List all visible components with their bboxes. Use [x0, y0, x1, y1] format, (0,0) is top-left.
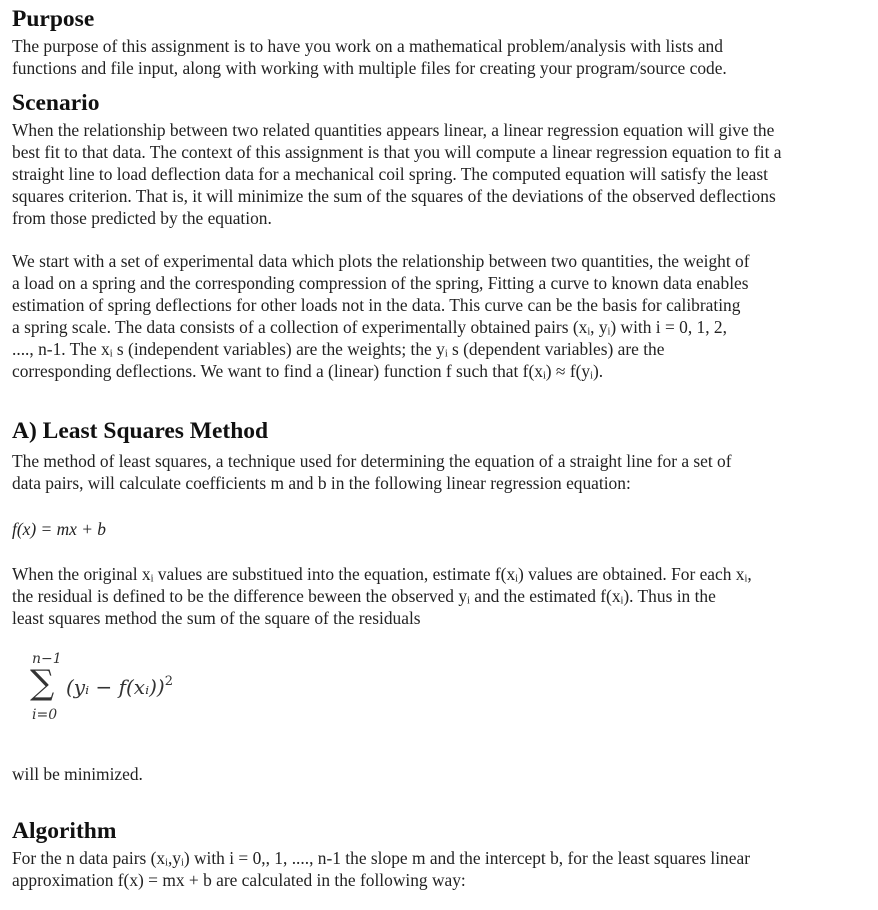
least-squares-line: The method of least squares, a technique used for determining the equation of a straight line for a set of	[12, 451, 732, 471]
scenario-line: When the relationship between two related quantities appears linear, a linear regression equation will give the	[12, 120, 775, 140]
algorithm-heading: Algorithm	[12, 818, 117, 844]
scenario-heading: Scenario	[12, 90, 100, 116]
scenario-line: We start with a set of experimental data which plots the relationship between two quantities, the weight of	[12, 251, 750, 271]
scenario-line: ...., n-1. The xᵢ s (independent variables) are the weights; the yᵢ s (dependent variables) are the	[12, 339, 665, 359]
summation-formula	[30, 651, 230, 731]
equation-text: f(x) = mx + b	[12, 519, 106, 539]
scenario-line: from those predicted by the equation.	[12, 208, 272, 228]
scenario-paragraph-2	[12, 250, 872, 382]
sum-body	[66, 675, 173, 699]
purpose-line: functions and file input, along with working with multiple files for creating your program/source code.	[12, 58, 727, 78]
minimized-line	[12, 763, 872, 785]
scenario-line: estimation of spring deflections for other loads not in the data. This curve can be the basis for calibrating	[12, 295, 741, 315]
least-squares-paragraph-2	[12, 563, 872, 629]
least-squares-line: the residual is defined to be the difference beween the observed yᵢ and the estimated f(xᵢ). Thus in the	[12, 586, 716, 606]
least-squares-line: data pairs, will calculate coefficients m and b in the following linear regression equation:	[12, 473, 631, 493]
least-squares-line: When the original xᵢ values are substitued into the equation, estimate f(xᵢ) values are obtained. For each xᵢ,	[12, 564, 752, 584]
scenario-line: squares criterion. That is, it will minimize the sum of the squares of the deviations of the observed deflections	[12, 186, 776, 206]
scenario-paragraph-1	[12, 119, 872, 229]
algorithm-paragraph	[12, 847, 872, 891]
sum-upper-limit: n−1	[32, 651, 62, 667]
scenario-line: a spring scale. The data consists of a collection of experimentally obtained pairs (xᵢ, yᵢ) with i = 0, 1, 2,	[12, 317, 727, 337]
purpose-line: The purpose of this assignment is to have you work on a mathematical problem/analysis with lists and	[12, 36, 723, 56]
sum-expression: (yᵢ − f(xᵢ))	[66, 675, 165, 699]
scenario-line: corresponding deflections. We want to find a (linear) function f such that f(xᵢ) ≈ f(yᵢ).	[12, 361, 604, 381]
algorithm-line: For the n data pairs (xᵢ,yᵢ) with i = 0,, 1, ...., n-1 the slope m and the intercept b, for the least squares linear	[12, 848, 750, 868]
regression-equation	[12, 518, 872, 540]
scenario-line: a load on a spring and the corresponding compression of the spring, Fitting a curve to known data enables	[12, 273, 749, 293]
purpose-heading: Purpose	[12, 6, 95, 32]
least-squares-heading: A) Least Squares Method	[12, 418, 269, 444]
least-squares-intro	[12, 450, 872, 494]
sum-lower-limit: i=0	[32, 707, 58, 723]
minimized-text: will be minimized.	[12, 764, 143, 784]
sigma-symbol: ∑	[30, 663, 55, 703]
least-squares-line: least squares method the sum of the square of the residuals	[12, 608, 421, 628]
sum-exponent: 2	[164, 674, 173, 689]
algorithm-line: approximation f(x) = mx + b are calculated in the following way:	[12, 870, 466, 890]
scenario-line: straight line to load deflection data for a mechanical coil spring. The computed equation will satisfy the least	[12, 164, 768, 184]
scenario-line: best fit to that data. The context of this assignment is that you will compute a linear regression equation to fit a	[12, 142, 782, 162]
purpose-paragraph	[12, 35, 872, 79]
